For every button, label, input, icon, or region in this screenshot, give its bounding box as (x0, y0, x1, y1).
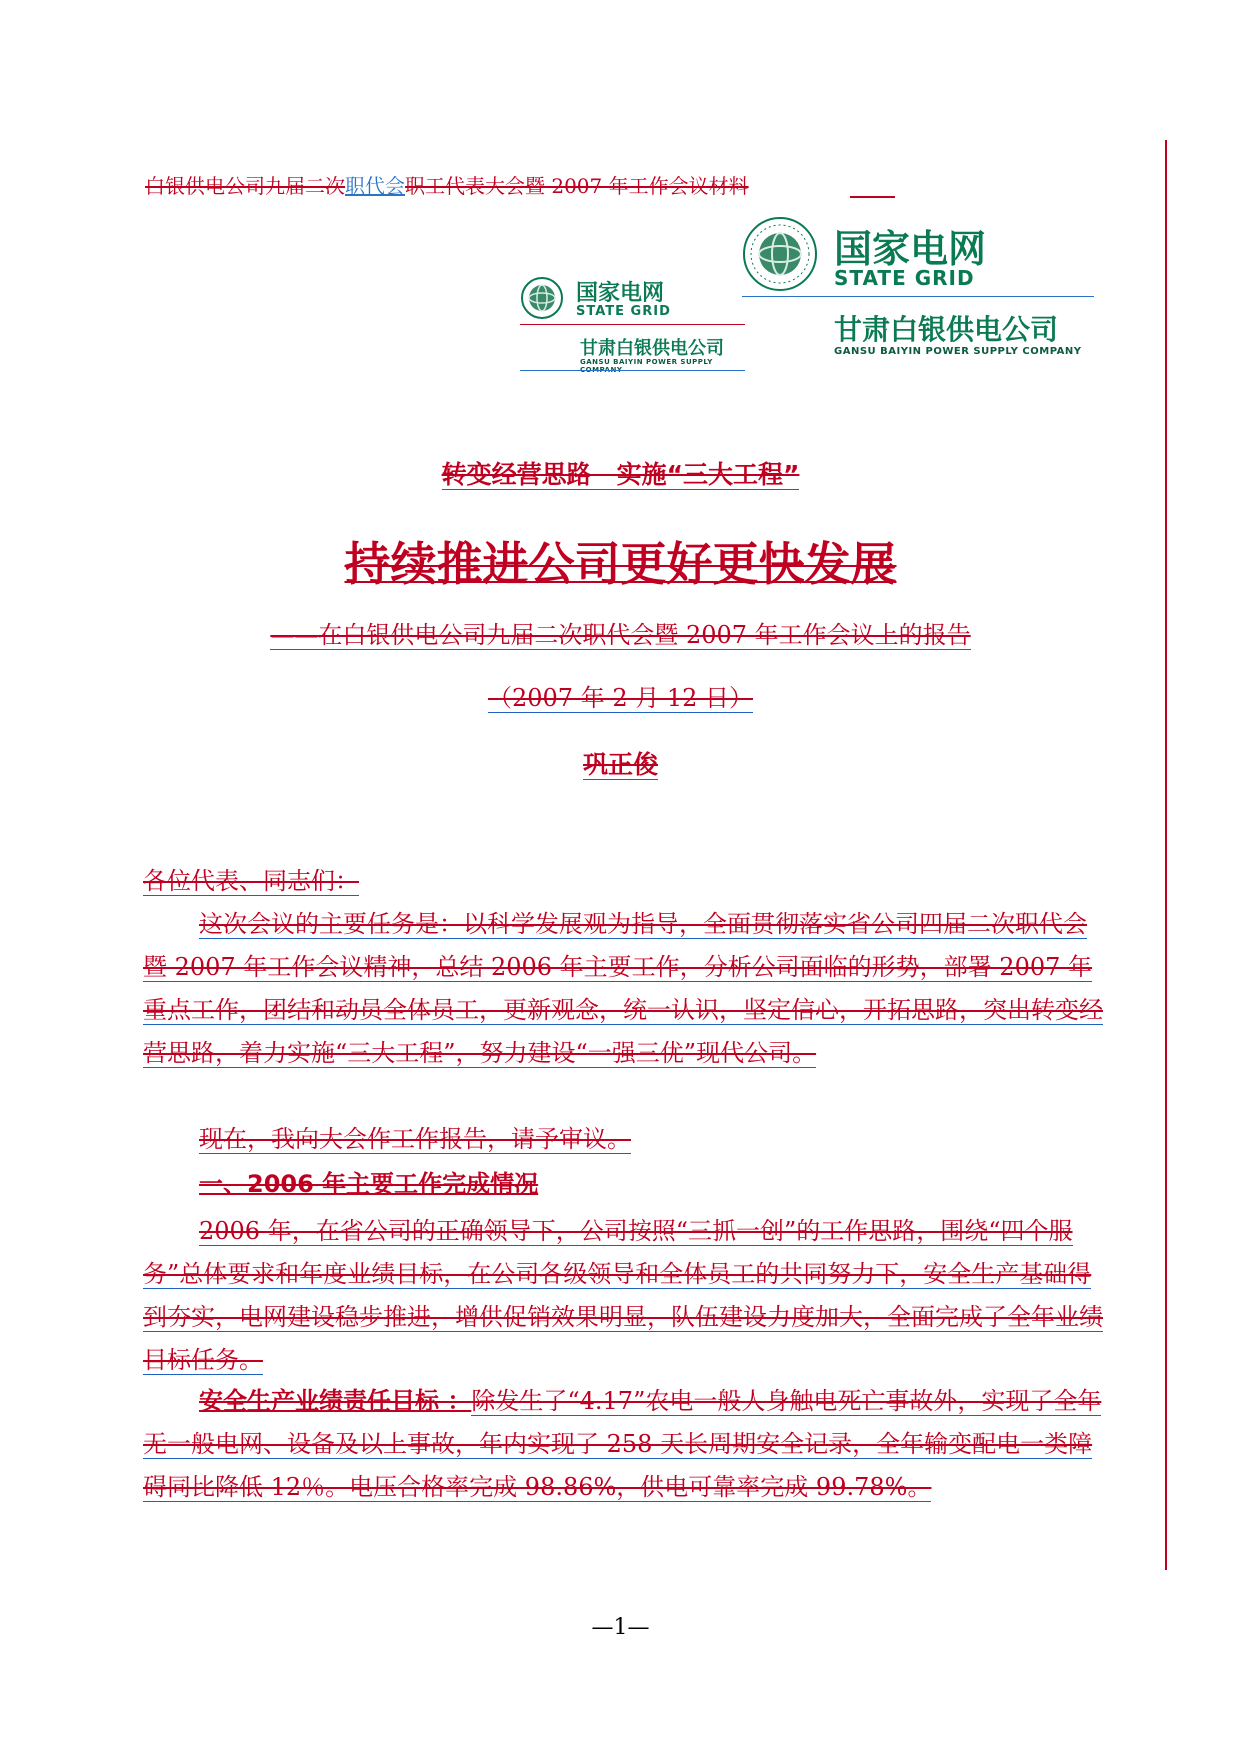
document-header (145, 170, 749, 199)
change-bar (1165, 140, 1167, 1570)
occasion-text: ——在白银供电公司九届二次职代会暨 2007 年工作会议上的报告 (270, 621, 971, 649)
header-deleted-tail: 职工代表大会暨 2007 年工作会议材料 (405, 174, 749, 198)
paragraph-meeting-tasks (143, 903, 1103, 1075)
heading-text: 一、2006 年主要工作完成情况 (199, 1170, 539, 1198)
logo-en-name: STATE GRID (576, 304, 671, 319)
subtitle-text: 转变经营思路 实施“三大工程” (441, 460, 800, 489)
section-heading-1 (143, 1163, 1103, 1206)
paragraph-safety-targets (143, 1380, 1103, 1509)
logo-underline (520, 370, 745, 371)
greeting (143, 860, 1103, 903)
logo-divider (742, 296, 1094, 297)
logo-en-name: STATE GRID (834, 266, 975, 290)
globe-emblem-icon (520, 276, 564, 320)
date-text: （2007 年 2 月 12 日） (487, 684, 754, 712)
report-author (0, 745, 1241, 781)
logo-company-en: GANSU BAIYIN POWER SUPPLY COMPANY (834, 346, 1082, 357)
paragraph-report-request (143, 1118, 1103, 1161)
page-number: —1— (591, 1615, 650, 1640)
paragraph-text: 现在，我向大会作工作报告，请予审议。 (199, 1125, 631, 1153)
author-text: 巩正俊 (582, 750, 658, 779)
logo-divider (520, 324, 745, 325)
logo-company-name: 甘肃白银供电公司 (580, 338, 724, 359)
logo-cn-name: 国家电网 (576, 281, 665, 306)
state-grid-logo-large (742, 216, 1094, 366)
header-underline (850, 196, 895, 198)
logo-company-en: GANSU BAIYIN POWER SUPPLY COMPANY (580, 358, 713, 374)
paragraph-text: 2006 年，在省公司的正确领导下，公司按照“三抓一创”的工作思路，围绕“四个服务”总体要求和年度业绩目标，在公司各级领导和全体员工的共同努力下，安全生产基础得到夯实，电网建设稳步推进，增供促销效果明显，队伍建设力度加大，全面完成了全年业绩目标任务。 (143, 1217, 1103, 1374)
globe-emblem-icon (742, 216, 818, 292)
paragraph-lead-text: 安全生产业绩责任目标 ： (199, 1387, 472, 1415)
greeting-text: 各位代表、同志们： (143, 867, 359, 895)
report-main-title (0, 528, 1241, 594)
paragraph-2006-summary (143, 1210, 1103, 1382)
header-deleted-text: 白银供电公司九届二次 (145, 174, 345, 198)
report-date (0, 678, 1241, 713)
state-grid-logo-small (520, 272, 745, 372)
report-occasion (0, 615, 1241, 650)
main-title-text: 持续推进公司更好更快发展 (344, 537, 897, 591)
paragraph-text: 这次会议的主要任务是：以科学发展观为指导，全面贯彻落实省公司四届二次职代会暨 2007 年工作会议精神，总结 2006 年主要工作，分析公司面临的形势，部署 2007 年重点工作，团结和动员全体员工，更新观念，统一认识，坚定信心，开拓思路，突出转变经营思路，着力实施“三大工程”，努力建设“一强三优”现代公司。 (143, 910, 1103, 1067)
paragraph-text: 除发生了“4.17”农电一般人身触电死亡事故外，实现了全年无一般电网、设备及以上事故，年内实现了 258 天长周期安全记录，全年输变配电一类障碍同比降低 12％。电压合格率完成 98.86%，供电可靠率完成 99.78%。 (143, 1387, 1102, 1501)
report-subtitle (0, 455, 1241, 491)
header-inserted-text: 职代会 (345, 174, 405, 198)
logo-cn-name: 国家电网 (834, 227, 987, 271)
logo-company-name: 甘肃白银供电公司 (834, 313, 1059, 346)
